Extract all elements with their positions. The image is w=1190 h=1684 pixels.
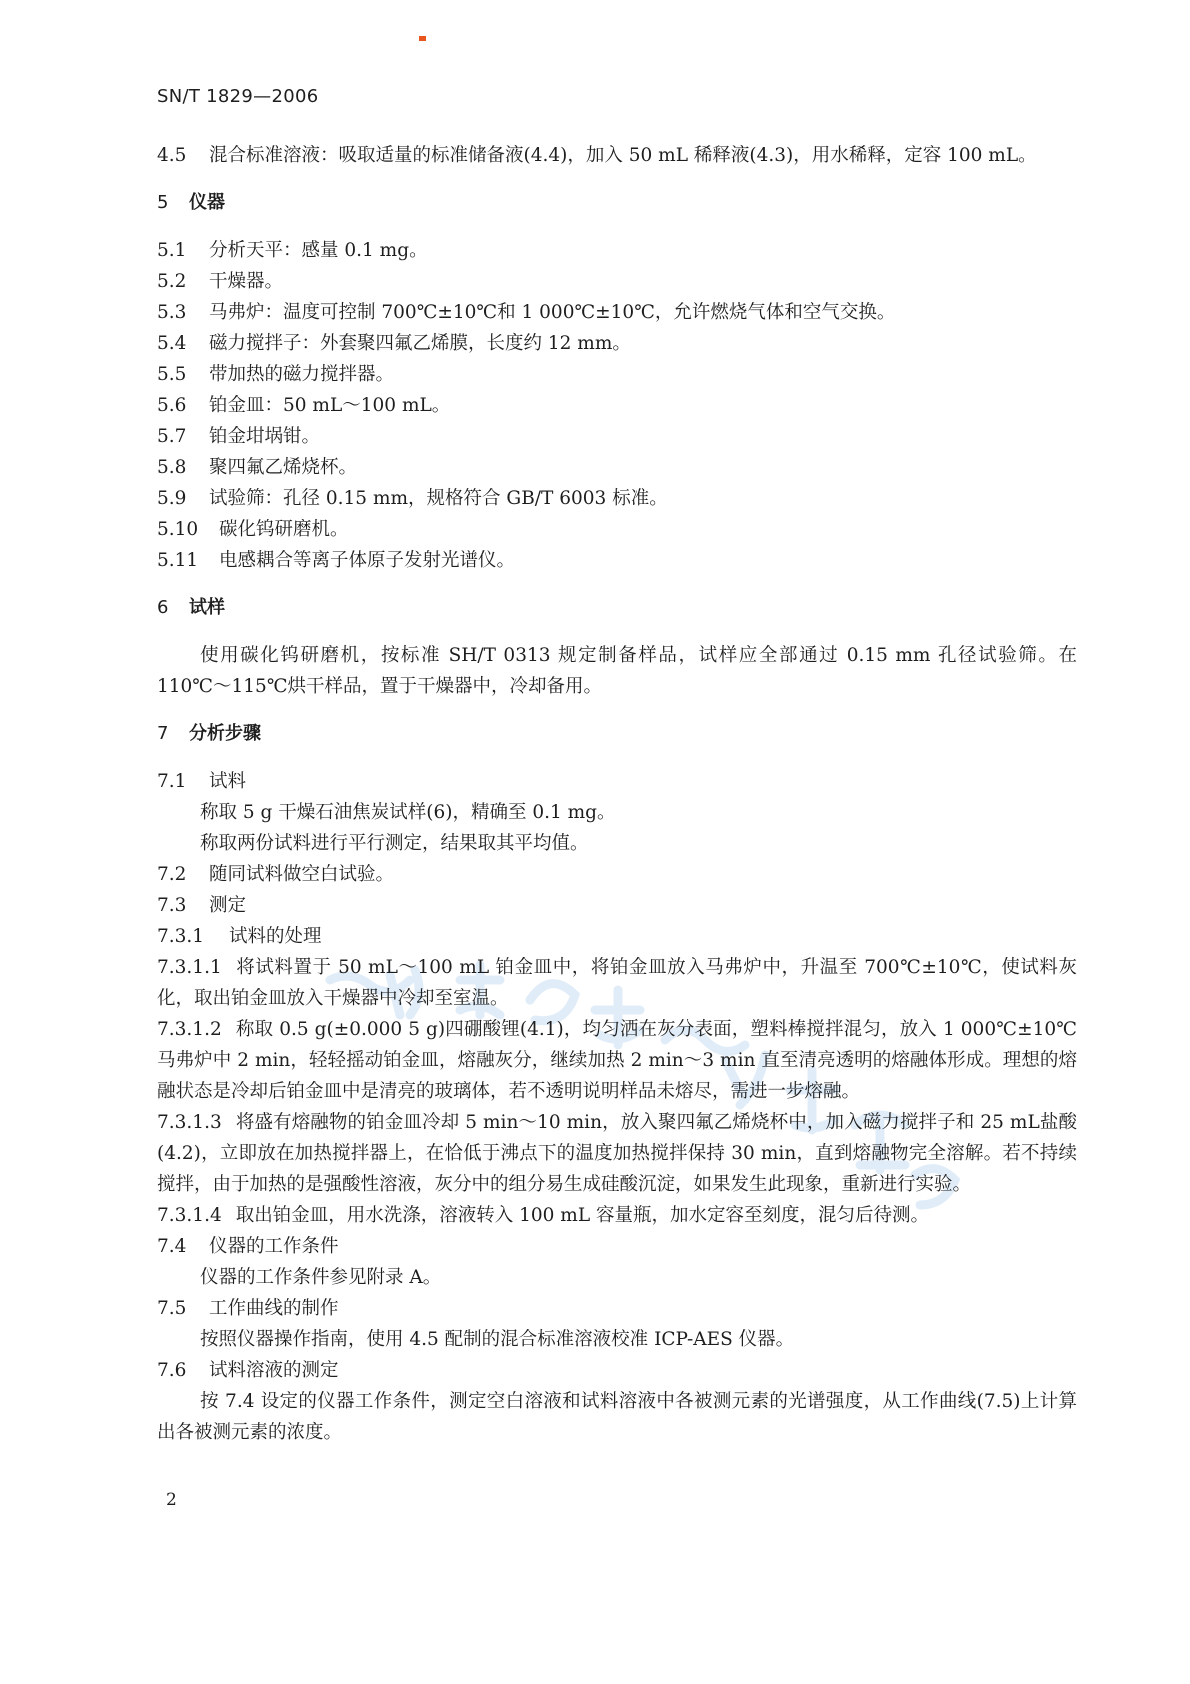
item-number: 5.3 — [157, 302, 187, 323]
clause-number: 7.3.1.3 — [157, 1112, 222, 1133]
item-text: 磁力搅拌子：外套聚四氟乙烯膜，长度约 12 mm。 — [209, 333, 631, 354]
clause-number: 7.5 — [157, 1298, 187, 1319]
instrument-item — [157, 235, 1077, 266]
clause-7-1-line-1: 称取 5 g 干燥石油焦炭试样(6)，精确至 0.1 mg。 — [200, 802, 616, 823]
clause-7-5 — [157, 1293, 1077, 1324]
clause-number: 7.3.1.2 — [157, 1019, 222, 1040]
item-text: 马弗炉：温度可控制 700℃±10℃和 1 000℃±10℃，允许燃烧气体和空气交换。 — [209, 302, 896, 323]
section-7-heading — [157, 718, 1077, 749]
clause-7-1-line-2: 称取两份试料进行平行测定，结果取其平均值。 — [200, 833, 589, 854]
item-number: 5.8 — [157, 457, 187, 478]
clause-title: 仪器的工作条件 — [209, 1236, 339, 1257]
section-title: 试样 — [189, 597, 225, 618]
item-text: 带加热的磁力搅拌器。 — [209, 364, 395, 385]
item-text: 铂金皿：50 mL～100 mL。 — [209, 395, 451, 416]
clause-title: 试料溶液的测定 — [209, 1360, 339, 1381]
instrument-item — [157, 421, 1077, 452]
clause-number: 7.4 — [157, 1236, 187, 1257]
item-text: 试验筛：孔径 0.15 mm，规格符合 GB/T 6003 标准。 — [209, 488, 668, 509]
clause-text: 取出铂金皿，用水洗涤，溶液转入 100 mL 容量瓶，加水定容至刻度，混匀后待测。 — [235, 1205, 930, 1226]
instrument-item — [157, 266, 1077, 297]
instrument-item — [157, 483, 1077, 514]
instrument-item — [157, 297, 1077, 328]
item-number: 5.9 — [157, 488, 187, 509]
clause-7-3-1-2 — [157, 1014, 1077, 1107]
item-text: 分析天平：感量 0.1 mg。 — [209, 240, 428, 261]
item-text: 聚四氟乙烯烧杯。 — [209, 457, 358, 478]
standard-code-header: SN/T 1829—2006 — [157, 86, 319, 107]
clause-7-3-1 — [157, 921, 1077, 952]
clause-7-3-1-1 — [157, 952, 1077, 1014]
clause-number: 7.3.1 — [157, 926, 205, 947]
clause-4-5 — [157, 140, 1077, 171]
item-number: 5.2 — [157, 271, 187, 292]
clause-text: 混合标准溶液：吸取适量的标准储备液(4.4)，加入 50 mL 稀释液(4.3)，用水稀释，定容 100 mL。 — [209, 145, 1037, 166]
clause-7-4 — [157, 1231, 1077, 1262]
clause-text: 测定 — [209, 895, 247, 916]
section-number: 7 — [157, 723, 169, 744]
instrument-item — [157, 328, 1077, 359]
instrument-list — [157, 235, 1077, 576]
clause-number: 7.2 — [157, 864, 187, 885]
section-title: 分析步骤 — [189, 723, 261, 744]
document-body — [157, 140, 1077, 1448]
clause-7-3 — [157, 890, 1077, 921]
section-6-heading — [157, 592, 1077, 623]
clause-7-5-text: 按照仪器操作指南，使用 4.5 配制的混合标准溶液校准 ICP-AES 仪器。 — [200, 1329, 795, 1350]
clause-number: 4.5 — [157, 145, 187, 166]
sample-paragraph: 使用碳化钨研磨机，按标准 SH/T 0313 规定制备样品，试样应全部通过 0.15 mm 孔径试验筛。在 110℃～115℃烘干样品，置于干燥器中，冷却备用。 — [157, 645, 1077, 697]
clause-7-6 — [157, 1355, 1077, 1386]
clause-7-4-text: 仪器的工作条件参见附录 A。 — [200, 1267, 442, 1288]
clause-7-2 — [157, 859, 1077, 890]
page-number: 2 — [166, 1490, 177, 1510]
item-number: 5.5 — [157, 364, 187, 385]
clause-number: 7.3.1.1 — [157, 957, 222, 978]
item-text: 铂金坩埚钳。 — [209, 426, 321, 447]
instrument-item — [157, 514, 1077, 545]
item-number: 5.1 — [157, 240, 187, 261]
item-number: 5.4 — [157, 333, 187, 354]
section-5-heading — [157, 187, 1077, 218]
clause-7-3-1-4 — [157, 1200, 1077, 1231]
clause-text: 随同试料做空白试验。 — [209, 864, 395, 885]
instrument-item — [157, 452, 1077, 483]
clause-7-6-paragraph: 按 7.4 设定的仪器工作条件，测定空白溶液和试料溶液中各被测元素的光谱强度，从工作曲线(7.5)上计算出各被测元素的浓度。 — [157, 1391, 1077, 1443]
item-number: 5.7 — [157, 426, 187, 447]
clause-text: 将盛有熔融物的铂金皿冷却 5 min～10 min，放入聚四氟乙烯烧杯中，加入磁力搅拌子和 25 mL盐酸(4.2)，立即放在加热搅拌器上，在恰低于沸点下的温度加热搅拌保持 30 min，直到熔融物完全溶解。若不持续搅拌，由于加热的是强酸性溶液，灰分中的组分易生成硅酸沉淀，如果发生此现象，重新进行实验。 — [157, 1112, 1077, 1195]
item-text: 干燥器。 — [209, 271, 284, 292]
item-number: 5.6 — [157, 395, 187, 416]
section-number: 5 — [157, 192, 169, 213]
item-number: 5.10 — [157, 519, 199, 540]
clause-title: 工作曲线的制作 — [209, 1298, 339, 1319]
clause-7-1 — [157, 766, 1077, 797]
clause-number: 7.3.1.4 — [157, 1205, 222, 1226]
instrument-item — [157, 390, 1077, 421]
item-number: 5.11 — [157, 550, 199, 571]
instrument-item — [157, 359, 1077, 390]
item-text: 电感耦合等离子体原子发射光谱仪。 — [219, 550, 516, 571]
clause-text: 试料的处理 — [229, 926, 322, 947]
clause-7-3-1-3 — [157, 1107, 1077, 1200]
section-title: 仪器 — [189, 192, 225, 213]
item-text: 碳化钨研磨机。 — [219, 519, 349, 540]
clause-number: 7.3 — [157, 895, 187, 916]
instrument-item — [157, 545, 1077, 576]
corner-mark — [419, 36, 426, 41]
clause-text: 将试料置于 50 mL～100 mL 铂金皿中，将铂金皿放入马弗炉中，升温至 700℃±10℃，使试料灰化，取出铂金皿放入干燥器中冷却至室温。 — [157, 957, 1077, 1009]
clause-text: 称取 0.5 g(±0.000 5 g)四硼酸锂(4.1)，均匀洒在灰分表面，塑料棒搅拌混匀，放入 1 000℃±10℃马弗炉中 2 min，轻轻摇动铂金皿，熔融灰分，继续加热 2 min～3 min 直至清亮透明的熔融体形成。理想的熔融状态是冷却后铂金皿中是清亮的玻璃体，若不透明说明样品未熔尽，需进一步熔融。 — [157, 1019, 1077, 1102]
clause-title: 试料 — [209, 771, 247, 792]
section-number: 6 — [157, 597, 169, 618]
clause-number: 7.6 — [157, 1360, 187, 1381]
clause-number: 7.1 — [157, 771, 187, 792]
